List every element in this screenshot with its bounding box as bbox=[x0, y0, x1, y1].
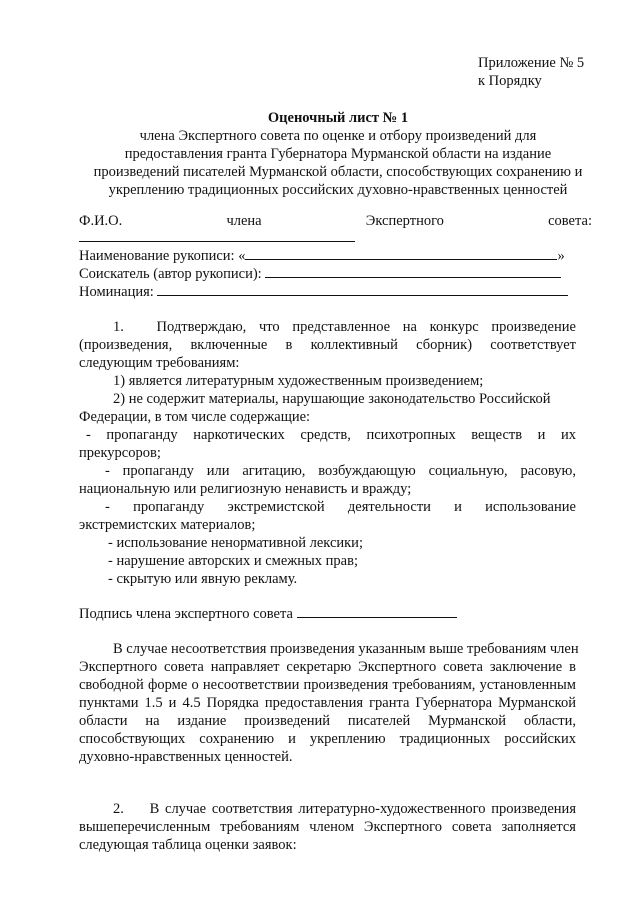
s1-word: конкурс bbox=[429, 319, 479, 335]
s2-word: В bbox=[149, 801, 160, 817]
p-word: установленным bbox=[479, 677, 576, 693]
title-sub-1: члена Экспертного совета по оценке и отбору произведений для bbox=[139, 128, 537, 144]
manuscript-field bbox=[79, 247, 565, 265]
p-word: издание bbox=[177, 713, 227, 729]
signature-label: Подпись члена экспертного совета bbox=[79, 606, 293, 622]
s2-word: произведения bbox=[491, 801, 576, 817]
mismatch-line-4 bbox=[79, 694, 576, 712]
s1-word: - bbox=[86, 427, 91, 443]
p-word: укреплению bbox=[309, 731, 386, 747]
s1-dash-1b: прекурсоров; bbox=[79, 445, 161, 461]
title-sub-3: произведений писателей Мурманской области, способствующих сохранению и bbox=[93, 164, 583, 180]
s1-word: соответствует bbox=[490, 337, 576, 353]
mismatch-line-3 bbox=[79, 676, 576, 694]
p-word: свободной bbox=[79, 677, 144, 693]
s1-dash-3a bbox=[105, 498, 576, 516]
applicant-input[interactable] bbox=[265, 265, 561, 278]
manuscript-close-quote: » bbox=[557, 248, 565, 264]
s2-line-2 bbox=[79, 818, 576, 836]
fio-word: Экспертного bbox=[365, 213, 444, 229]
s1-item-2b: Федерации, в том числе содержащие: bbox=[79, 409, 311, 425]
s1-word: социальную, bbox=[428, 463, 508, 479]
p-word: области bbox=[79, 713, 128, 729]
p-word: российских bbox=[504, 731, 576, 747]
p-word: произведения bbox=[303, 677, 389, 693]
applicant-field bbox=[79, 265, 561, 283]
mismatch-line-2 bbox=[79, 658, 576, 676]
s1-word: - bbox=[105, 499, 110, 515]
title-sub-2: предоставления гранта Губернатора Мурманской области на издание bbox=[124, 146, 552, 162]
s1-word: включенные bbox=[190, 337, 268, 353]
p-word: совета bbox=[164, 659, 204, 675]
s2-word: Экспертного bbox=[363, 819, 443, 835]
fio-word: члена bbox=[226, 213, 262, 229]
s1-dash-2b: национальную или религиозную ненависть и вражду; bbox=[79, 481, 412, 497]
p-word: произведений bbox=[244, 713, 331, 729]
s1-word: Подтверждаю, bbox=[156, 319, 247, 335]
s1-word: что bbox=[258, 319, 280, 335]
s1-word: возбуждающую bbox=[318, 463, 416, 479]
s1-line-3: следующим требованиям: bbox=[79, 355, 240, 371]
s1-word: деятельности bbox=[347, 499, 431, 515]
manuscript-label: Наименование рукописи: « bbox=[79, 248, 246, 264]
s2-word: 2. bbox=[113, 801, 124, 817]
p-word: несоответствии bbox=[202, 677, 300, 693]
s2-word: случае bbox=[165, 801, 207, 817]
p-word: форме bbox=[147, 677, 188, 693]
s1-word: расовую, bbox=[520, 463, 576, 479]
p-word: направляет bbox=[210, 659, 280, 675]
s1-word: пропаганду bbox=[122, 463, 194, 479]
s1-dash-5: - нарушение авторских и смежных прав; bbox=[108, 553, 358, 569]
s1-word: произведение bbox=[491, 319, 576, 335]
p-word: о bbox=[191, 677, 199, 693]
fio-word: совета: bbox=[548, 213, 592, 229]
s1-word: пропаганду bbox=[133, 499, 205, 515]
s1-item-1: 1) является литературным художественным произведением; bbox=[113, 373, 484, 389]
p-word: в bbox=[569, 659, 576, 675]
p-word: Мурманской bbox=[498, 695, 576, 711]
nomination-field bbox=[79, 283, 568, 301]
p-word: и bbox=[288, 731, 296, 747]
mismatch-line-1: В случае несоответствия произведения указанным выше требованиям член bbox=[113, 641, 579, 657]
p-word: Губернатора bbox=[415, 695, 493, 711]
p-word: и bbox=[168, 695, 177, 711]
p-word: пунктами bbox=[79, 695, 139, 711]
s2-line-1 bbox=[113, 800, 576, 818]
s1-word: и bbox=[537, 427, 546, 443]
s1-word: наркотических bbox=[193, 427, 285, 443]
appendix-line-1: Приложение № 5 bbox=[478, 55, 585, 71]
p-word: писателей bbox=[347, 713, 411, 729]
s1-word: их bbox=[560, 427, 576, 443]
s1-word: средств, bbox=[300, 427, 351, 443]
s1-word: в bbox=[285, 337, 293, 353]
s2-word: соответствия bbox=[211, 801, 293, 817]
p-word: традиционных bbox=[399, 731, 491, 747]
s1-word: - bbox=[105, 463, 110, 479]
s2-word: вышеперечисленным bbox=[79, 819, 211, 835]
s1-item-2a: 2) не содержит материалы, нарушающие законодательство Российской bbox=[113, 391, 551, 407]
p-word: совета bbox=[443, 659, 483, 675]
s1-dash-6: - скрытую или явную рекламу. bbox=[108, 571, 298, 587]
s2-word: заполняется bbox=[501, 819, 576, 835]
s1-word: и bbox=[454, 499, 462, 515]
s1-line-2 bbox=[79, 336, 576, 354]
s1-word: на bbox=[402, 319, 417, 335]
s2-word: требованиям bbox=[220, 819, 300, 835]
p-word: области, bbox=[523, 713, 576, 729]
p-word: на bbox=[145, 713, 160, 729]
s1-word: использование bbox=[485, 499, 576, 515]
mismatch-line-5 bbox=[79, 712, 576, 730]
p-word: 1.5 bbox=[144, 695, 163, 711]
s1-word: веществ bbox=[471, 427, 523, 443]
s2-line-3: следующая таблица оценки заявок: bbox=[79, 837, 297, 853]
p-word: гранта bbox=[369, 695, 410, 711]
s2-word: членом bbox=[309, 819, 355, 835]
p-word: сохранению bbox=[199, 731, 275, 747]
signature-field bbox=[79, 605, 457, 623]
signature-input[interactable] bbox=[297, 605, 457, 618]
p-word: Экспертного bbox=[358, 659, 437, 675]
p-word: способствующих bbox=[79, 731, 186, 747]
s1-word: экстремистской bbox=[227, 499, 325, 515]
document-title: Оценочный лист № 1 bbox=[267, 110, 409, 126]
p-word: заключение bbox=[489, 659, 563, 675]
p-word: требованиям, bbox=[392, 677, 476, 693]
s2-word: литературно-художественного bbox=[298, 801, 486, 817]
fio-line bbox=[79, 212, 592, 230]
s1-word: коллективный bbox=[310, 337, 398, 353]
s1-word: или bbox=[206, 463, 230, 479]
applicant-label: Соискатель (автор рукописи): bbox=[79, 266, 262, 282]
s1-dash-4: - использование ненормативной лексики; bbox=[108, 535, 363, 551]
fio-word: Ф.И.О. bbox=[79, 213, 123, 229]
s1-dash-2a bbox=[105, 462, 576, 480]
s1-word: агитацию, bbox=[242, 463, 306, 479]
nomination-input[interactable] bbox=[157, 283, 568, 296]
mismatch-line-7: духовно-нравственных ценностей. bbox=[79, 749, 293, 765]
appendix-line-2: к Порядку bbox=[478, 73, 542, 89]
mismatch-line-6 bbox=[79, 730, 576, 748]
s1-dash-1a bbox=[86, 426, 576, 444]
s2-word: совета bbox=[451, 819, 492, 835]
fio-blank-line[interactable] bbox=[79, 241, 355, 242]
s1-word: 1. bbox=[113, 319, 124, 335]
s1-word: сборник) bbox=[416, 337, 473, 353]
p-word: предоставления bbox=[264, 695, 364, 711]
s1-word: (произведения, bbox=[79, 337, 173, 353]
p-word: Мурманской bbox=[428, 713, 507, 729]
s1-word: пропаганду bbox=[106, 427, 178, 443]
manuscript-input[interactable] bbox=[245, 247, 557, 260]
s1-word: психотропных bbox=[366, 427, 456, 443]
p-word: 4.5 bbox=[182, 695, 201, 711]
s1-word: представленное bbox=[292, 319, 391, 335]
nomination-label: Номинация: bbox=[79, 284, 154, 300]
title-sub-4: укреплению традиционных российских духовно-нравственных ценностей bbox=[108, 182, 568, 198]
s1-line-1 bbox=[113, 318, 576, 336]
s1-dash-3b: экстремистских материалов; bbox=[79, 517, 256, 533]
p-word: Порядка bbox=[206, 695, 259, 711]
p-word: Экспертного bbox=[79, 659, 158, 675]
p-word: секретарю bbox=[286, 659, 352, 675]
